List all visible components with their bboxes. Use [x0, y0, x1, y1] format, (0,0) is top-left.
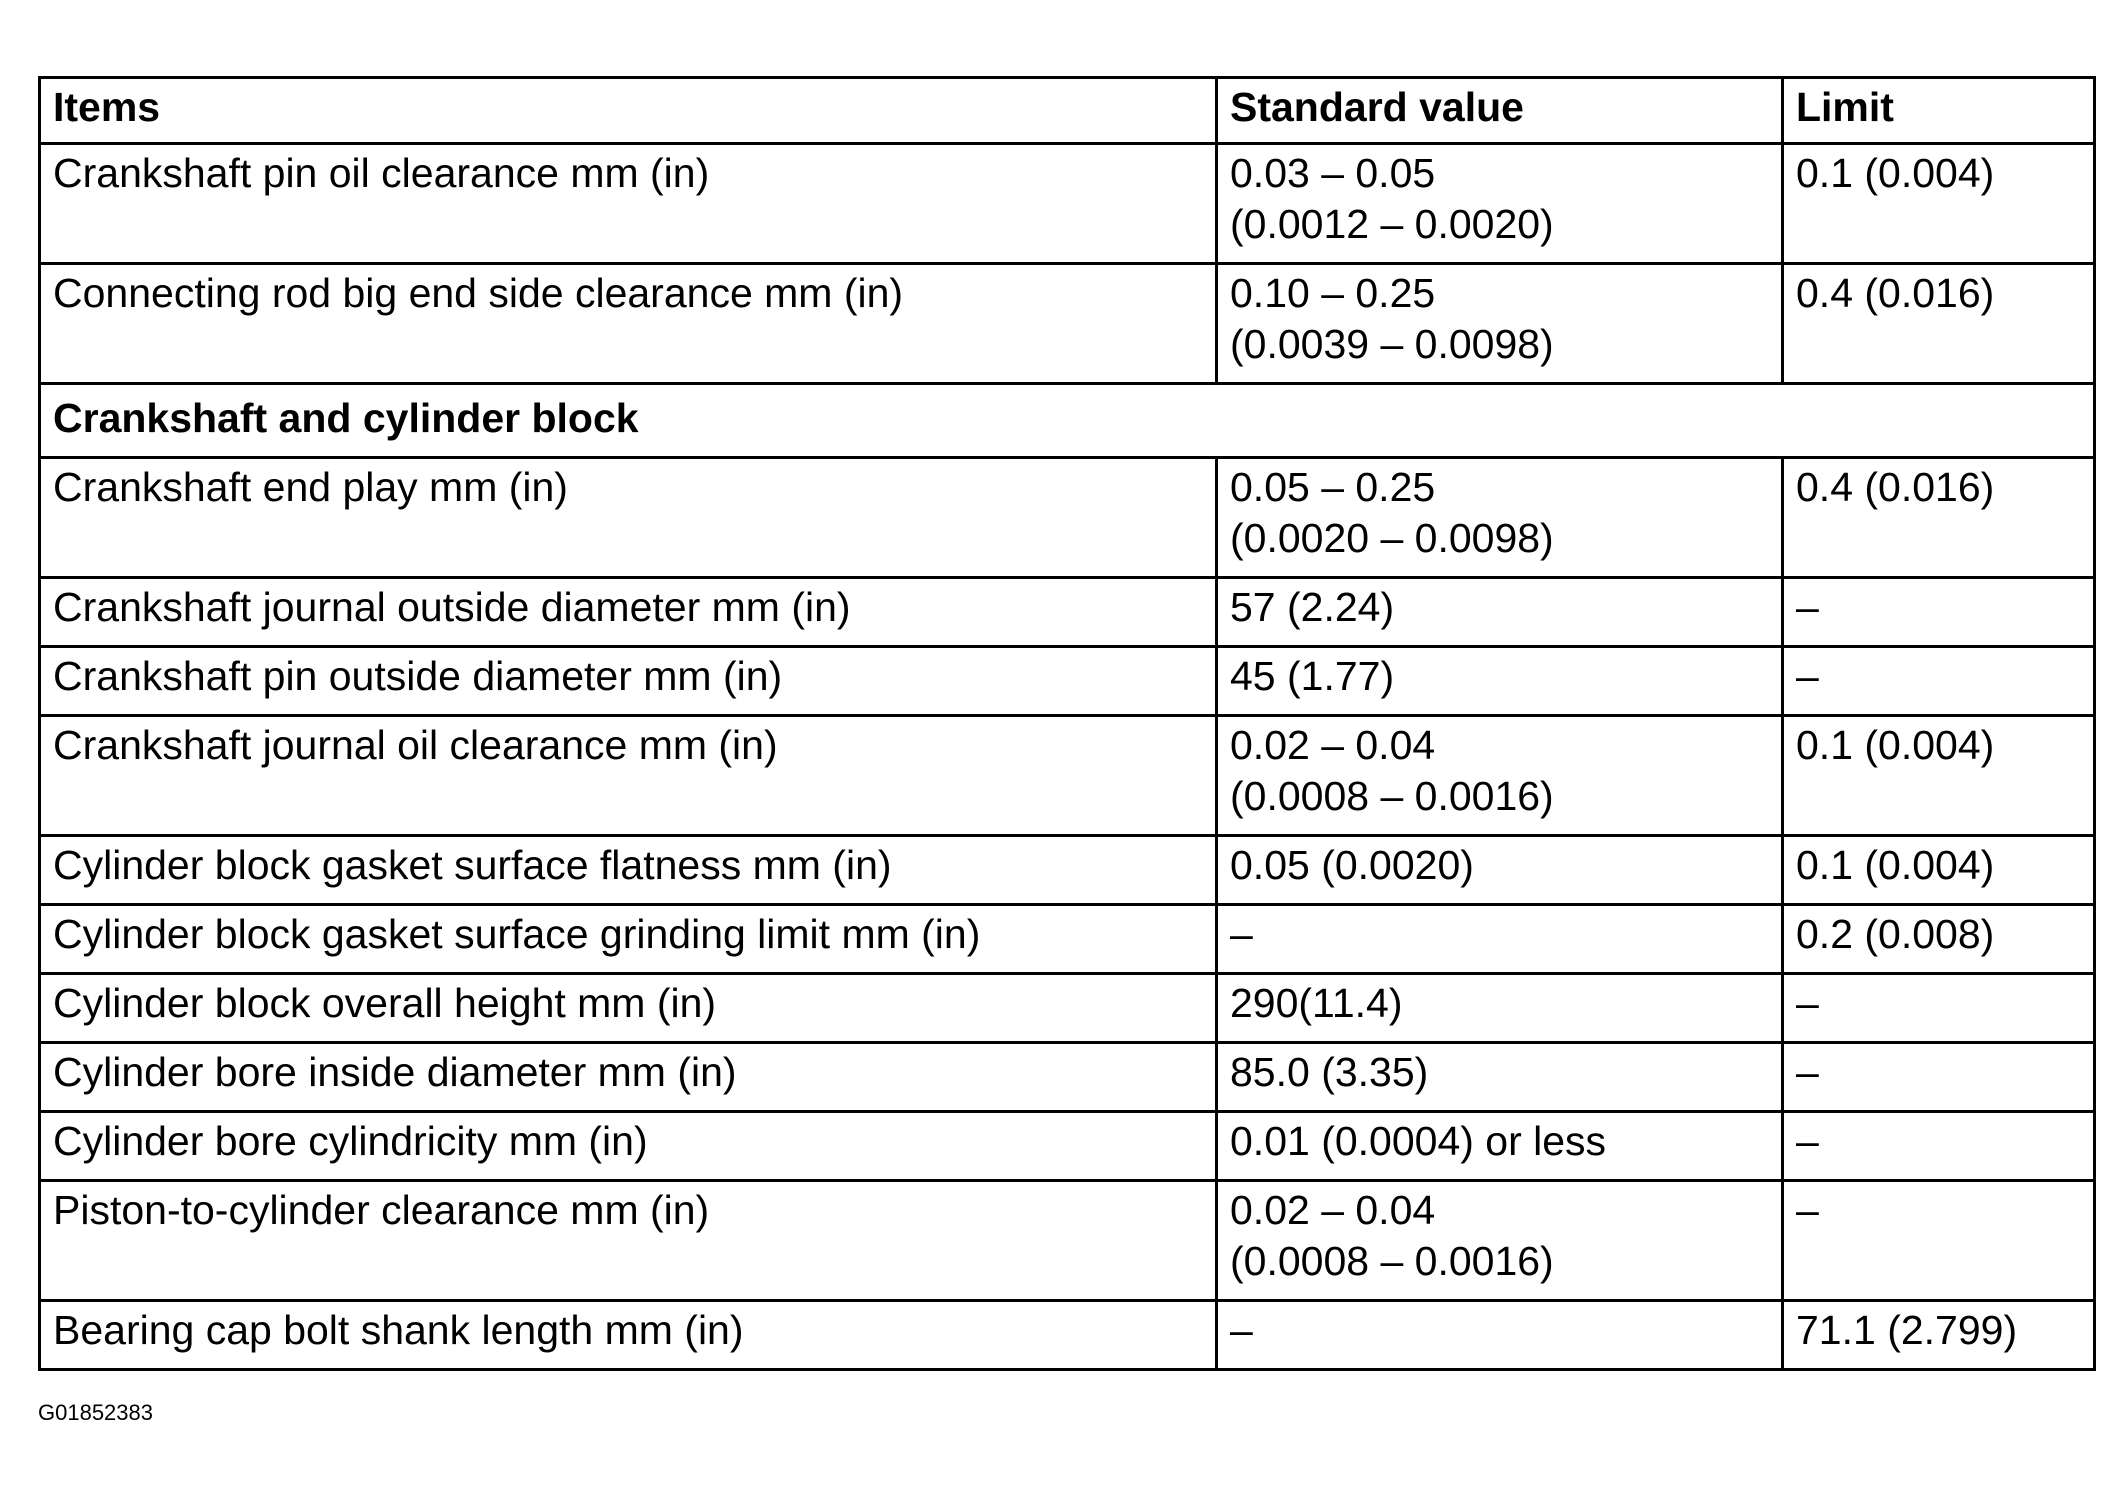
limit-cell: 0.1 (0.004)	[1783, 716, 2095, 836]
limit-cell: –	[1783, 1112, 2095, 1181]
standard-value-line: (0.0012 – 0.0020)	[1230, 201, 1554, 247]
standard-value-cell	[1217, 264, 1783, 384]
table-row	[40, 1301, 2095, 1370]
limit-cell: 0.4 (0.016)	[1783, 264, 2095, 384]
standard-value-line: 0.01 (0.0004) or less	[1230, 1118, 1607, 1164]
table-row	[40, 1043, 2095, 1112]
limit-cell: 0.1 (0.004)	[1783, 836, 2095, 905]
table-row	[40, 905, 2095, 974]
header-items: Items	[40, 78, 1217, 144]
item-cell: Cylinder block gasket surface flatness mm (in)	[40, 836, 1217, 905]
table-row	[40, 458, 2095, 578]
table-row	[40, 1181, 2095, 1301]
standard-value-line: 0.02 – 0.04	[1230, 722, 1436, 768]
limit-cell: –	[1783, 578, 2095, 647]
standard-value-cell	[1217, 1181, 1783, 1301]
section-row	[40, 384, 2095, 458]
standard-value-line: (0.0008 – 0.0016)	[1230, 773, 1554, 819]
standard-value-cell	[1217, 578, 1783, 647]
table-row	[40, 264, 2095, 384]
standard-value-cell	[1217, 905, 1783, 974]
standard-value-line: (0.0020 – 0.0098)	[1230, 515, 1554, 561]
standard-value-line: (0.0008 – 0.0016)	[1230, 1238, 1554, 1284]
standard-value-line: 0.03 – 0.05	[1230, 150, 1436, 196]
header-limit: Limit	[1783, 78, 2095, 144]
standard-value-line: –	[1230, 911, 1253, 957]
standard-value-cell	[1217, 144, 1783, 264]
standard-value-line: 85.0 (3.35)	[1230, 1049, 1429, 1095]
table-row	[40, 716, 2095, 836]
header-standard-value: Standard value	[1217, 78, 1783, 144]
standard-value-line: 0.05 (0.0020)	[1230, 842, 1474, 888]
standard-value-cell	[1217, 647, 1783, 716]
table-row	[40, 1112, 2095, 1181]
item-cell: Crankshaft end play mm (in)	[40, 458, 1217, 578]
item-cell: Crankshaft pin outside diameter mm (in)	[40, 647, 1217, 716]
limit-cell: 0.1 (0.004)	[1783, 144, 2095, 264]
limit-cell: –	[1783, 974, 2095, 1043]
item-cell: Cylinder block overall height mm (in)	[40, 974, 1217, 1043]
standard-value-cell	[1217, 974, 1783, 1043]
item-cell: Cylinder bore inside diameter mm (in)	[40, 1043, 1217, 1112]
standard-value-cell	[1217, 716, 1783, 836]
standard-value-cell	[1217, 1301, 1783, 1370]
section-title: Crankshaft and cylinder block	[40, 384, 2095, 458]
standard-value-line: 0.10 – 0.25	[1230, 270, 1436, 316]
standard-value-line: 0.02 – 0.04	[1230, 1187, 1436, 1233]
standard-value-line: 0.05 – 0.25	[1230, 464, 1436, 510]
standard-value-line: –	[1230, 1307, 1253, 1353]
figure-id: G01852383	[38, 1400, 153, 1425]
item-cell: Cylinder bore cylindricity mm (in)	[40, 1112, 1217, 1181]
table-row	[40, 144, 2095, 264]
item-cell: Crankshaft journal oil clearance mm (in)	[40, 716, 1217, 836]
item-cell: Crankshaft journal outside diameter mm (in)	[40, 578, 1217, 647]
item-cell: Cylinder block gasket surface grinding limit mm (in)	[40, 905, 1217, 974]
item-cell: Piston-to-cylinder clearance mm (in)	[40, 1181, 1217, 1301]
standard-value-line: (0.0039 – 0.0098)	[1230, 321, 1554, 367]
header-row	[40, 78, 2095, 144]
item-cell: Crankshaft pin oil clearance mm (in)	[40, 144, 1217, 264]
standard-value-cell	[1217, 1043, 1783, 1112]
standard-value-line: 290(11.4)	[1230, 980, 1403, 1026]
table-row	[40, 647, 2095, 716]
table-row	[40, 974, 2095, 1043]
standard-value-cell	[1217, 1112, 1783, 1181]
limit-cell: 0.2 (0.008)	[1783, 905, 2095, 974]
limit-cell: –	[1783, 1181, 2095, 1301]
standard-value-line: 57 (2.24)	[1230, 584, 1395, 630]
table-row	[40, 836, 2095, 905]
standard-value-cell	[1217, 836, 1783, 905]
limit-cell: –	[1783, 647, 2095, 716]
item-cell: Connecting rod big end side clearance mm (in)	[40, 264, 1217, 384]
table-body	[40, 144, 2095, 1370]
limit-cell: –	[1783, 1043, 2095, 1112]
limit-cell: 71.1 (2.799)	[1783, 1301, 2095, 1370]
item-cell: Bearing cap bolt shank length mm (in)	[40, 1301, 1217, 1370]
spec-table	[38, 76, 2096, 1371]
table-row	[40, 578, 2095, 647]
standard-value-cell	[1217, 458, 1783, 578]
limit-cell: 0.4 (0.016)	[1783, 458, 2095, 578]
standard-value-line: 45 (1.77)	[1230, 653, 1395, 699]
